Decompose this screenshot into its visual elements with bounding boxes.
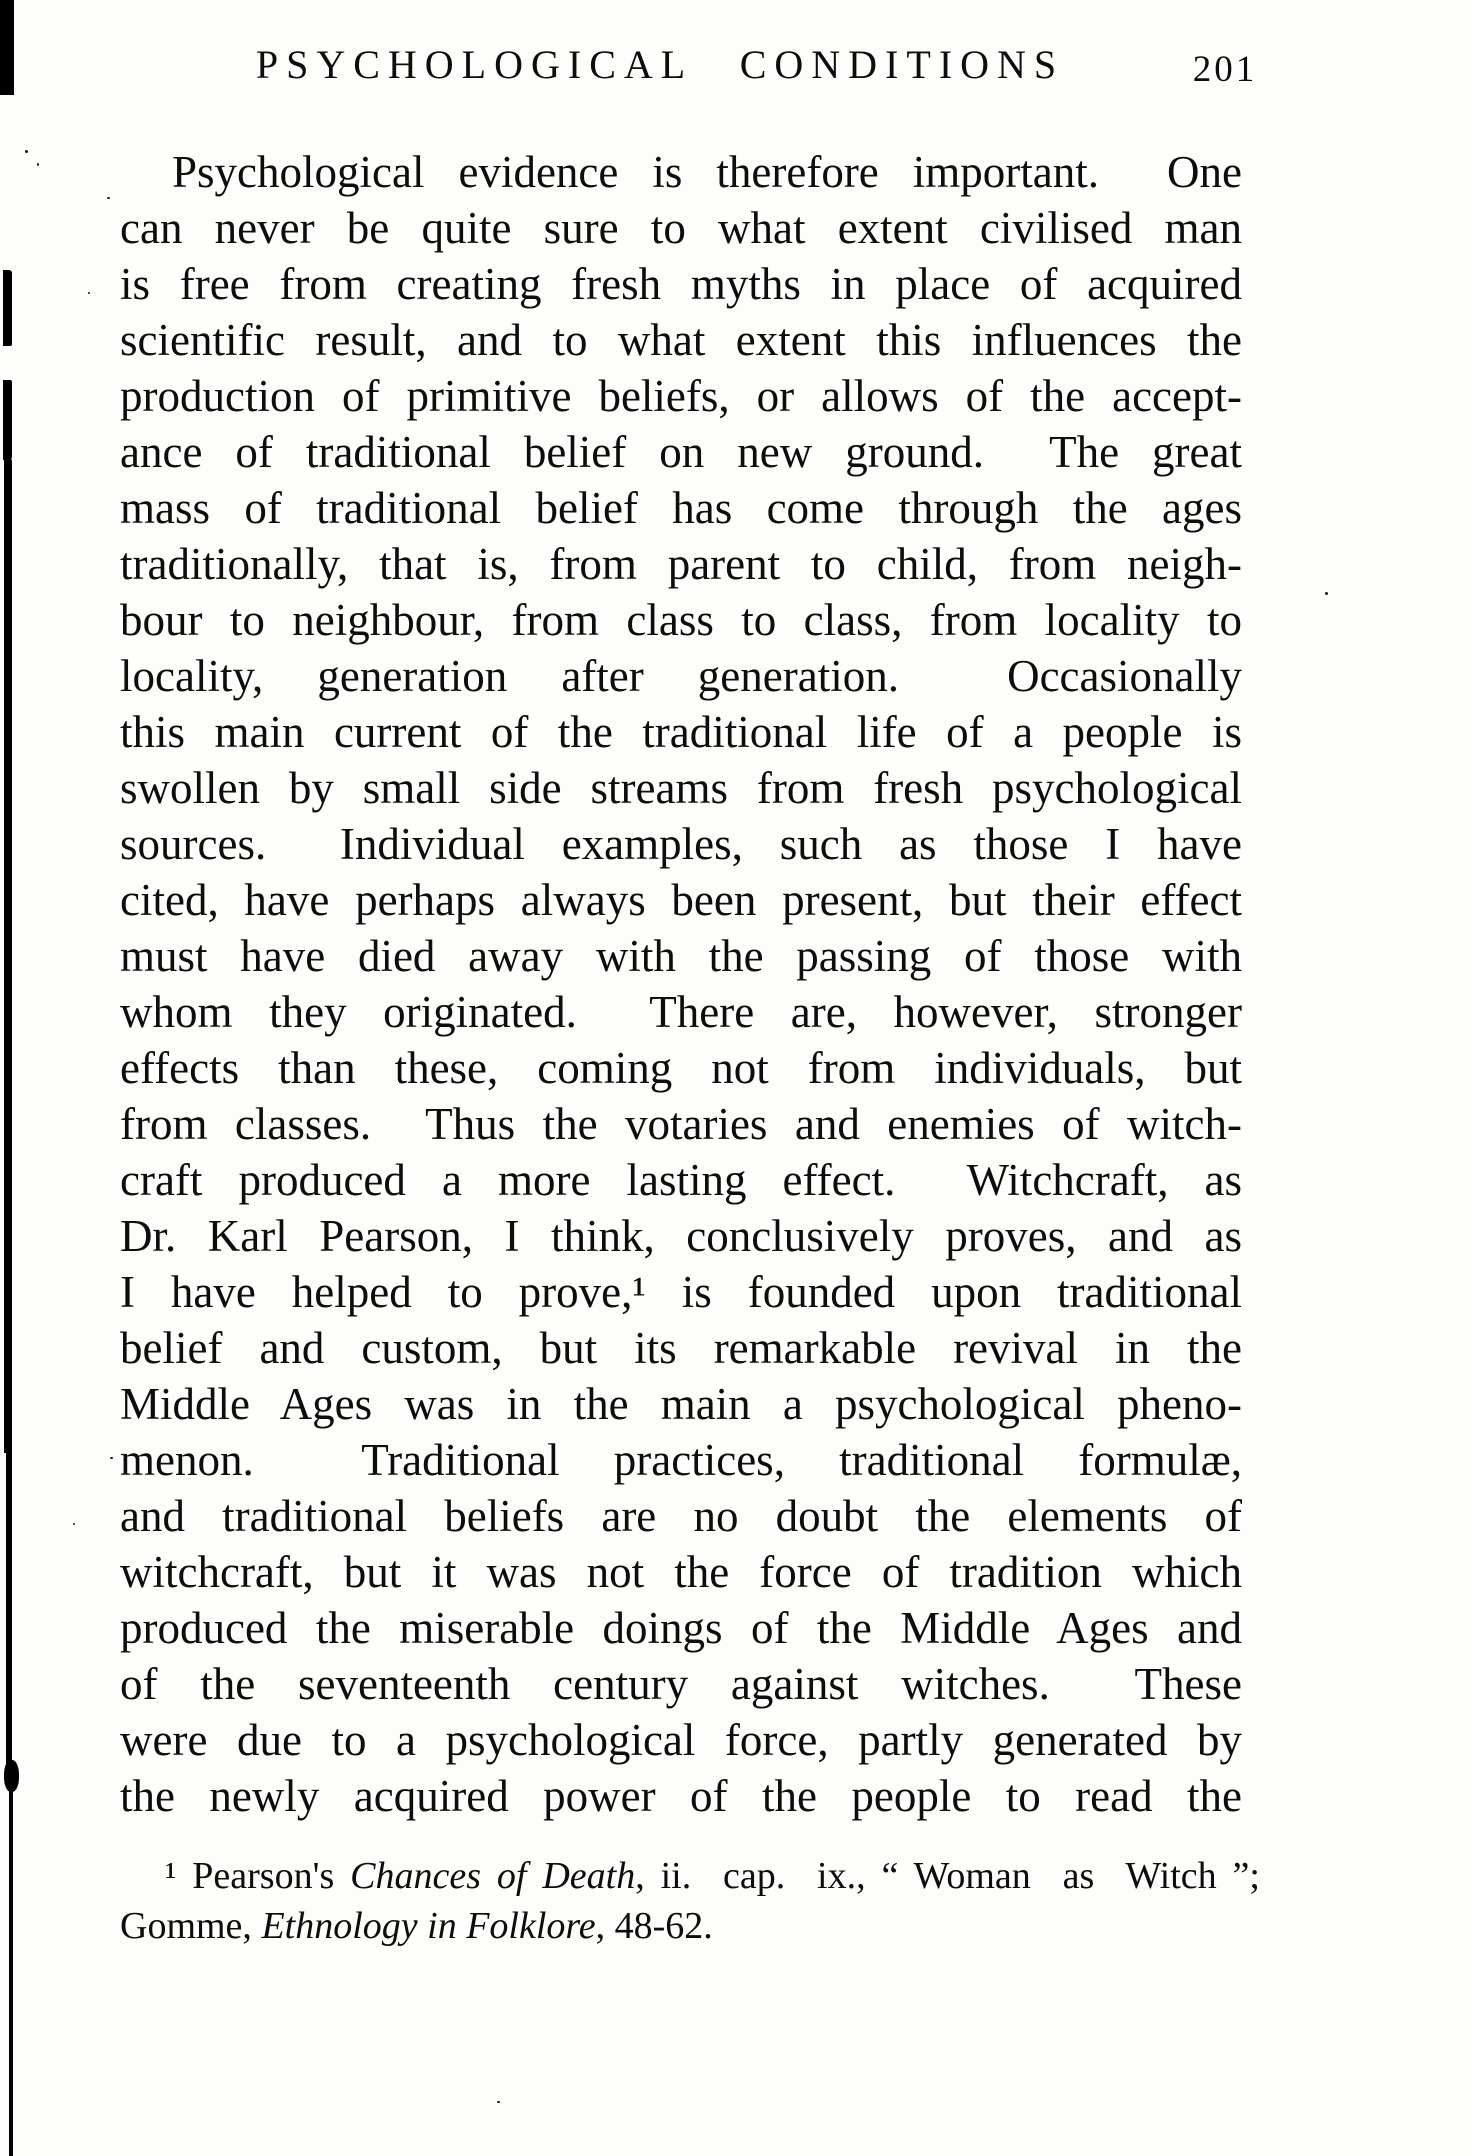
scan-gutter-artifact — [6, 1450, 12, 1770]
body-line: scientific result, and to what extent this influences the — [120, 315, 1242, 365]
body-line: from classes. Thus the votaries and enemies of witch- — [120, 1099, 1242, 1149]
body-line: I have helped to prove,¹ is founded upon traditional — [120, 1267, 1242, 1317]
page-number: 201 — [1192, 49, 1258, 90]
body-line: traditionally, that is, from parent to child, from neigh- — [120, 539, 1242, 589]
footnote-text: , 48-62. — [595, 1905, 713, 1947]
body-line: were due to a psychological force, partly generated by — [120, 1715, 1242, 1765]
scan-speck — [37, 163, 39, 166]
footnote-book-title: Ethnology in Folklore — [261, 1905, 596, 1947]
scan-speck — [110, 1457, 113, 1459]
footnote — [120, 1851, 1260, 1951]
scan-speck — [73, 1523, 75, 1525]
footnote-book-title: Chances of Death — [350, 1855, 636, 1897]
running-title: PSYCHOLOGICAL CONDITIONS — [255, 42, 1065, 87]
body-line: Psychological evidence is therefore important. One — [172, 147, 1242, 197]
footnote-line-2 — [120, 1901, 1260, 1951]
body-line: Dr. Karl Pearson, I think, conclusively proves, and as — [120, 1211, 1242, 1261]
body-line: can never be quite sure to what extent civilised man — [120, 203, 1242, 253]
body-line: Middle Ages was in the main a psychological pheno- — [120, 1379, 1242, 1429]
body-line: production of primitive beliefs, or allows of the accept- — [120, 371, 1242, 421]
body-line: witchcraft, but it was not the force of tradition which — [120, 1547, 1242, 1597]
body-line: swollen by small side streams from fresh psychological — [120, 763, 1242, 813]
footnote-text: , ii. cap. ix., “ Woman as Witch ”; — [635, 1855, 1260, 1897]
body-line: whom they originated. There are, however, stronger — [120, 987, 1242, 1037]
body-line: of the seventeenth century against witches. These — [120, 1659, 1242, 1709]
body-line: menon. Traditional practices, traditional formulæ, — [120, 1435, 1242, 1485]
scan-speck — [107, 197, 110, 199]
footnote-text: Gomme, — [120, 1905, 262, 1947]
body-line: mass of traditional belief has come through the ages — [120, 483, 1242, 533]
body-line: locality, generation after generation. Occasionally — [120, 651, 1242, 701]
body-line: and traditional beliefs are no doubt the elements of — [120, 1491, 1242, 1541]
body-line: ance of traditional belief on new ground. The great — [120, 427, 1242, 477]
body-line: effects than these, coming not from individuals, but — [120, 1043, 1242, 1093]
body-line: sources. Individual examples, such as those I have — [120, 819, 1242, 869]
scan-speck — [497, 2101, 500, 2103]
body-line: cited, have perhaps always been present, but their effect — [120, 875, 1242, 925]
body-text — [120, 144, 1242, 1824]
scan-speck — [88, 292, 90, 294]
body-line: bour to neighbour, from class to class, from locality to — [120, 595, 1242, 645]
body-line: is free from creating fresh myths in place of acquired — [120, 259, 1242, 309]
scan-speck — [1325, 592, 1328, 595]
body-line: belief and custom, but its remarkable revival in the — [120, 1323, 1242, 1373]
scan-gutter-artifact — [0, 0, 14, 95]
footnote-line-1 — [120, 1851, 1260, 1901]
body-line: produced the miserable doings of the Middle Ages and — [120, 1603, 1242, 1653]
scan-gutter-artifact — [3, 380, 12, 460]
scan-gutter-artifact — [4, 458, 12, 1453]
scan-gutter-artifact — [9, 1788, 13, 2156]
scan-speck — [25, 150, 28, 153]
scan-gutter-artifact — [3, 270, 12, 346]
footnote-text: ¹ Pearson's — [165, 1855, 351, 1897]
body-line: craft produced a more lasting effect. Witchcraft, as — [120, 1155, 1242, 1205]
body-line: this main current of the traditional life of a people is — [120, 707, 1242, 757]
body-line: the newly acquired power of the people to read the — [120, 1771, 1242, 1821]
body-line: must have died away with the passing of those with — [120, 931, 1242, 981]
